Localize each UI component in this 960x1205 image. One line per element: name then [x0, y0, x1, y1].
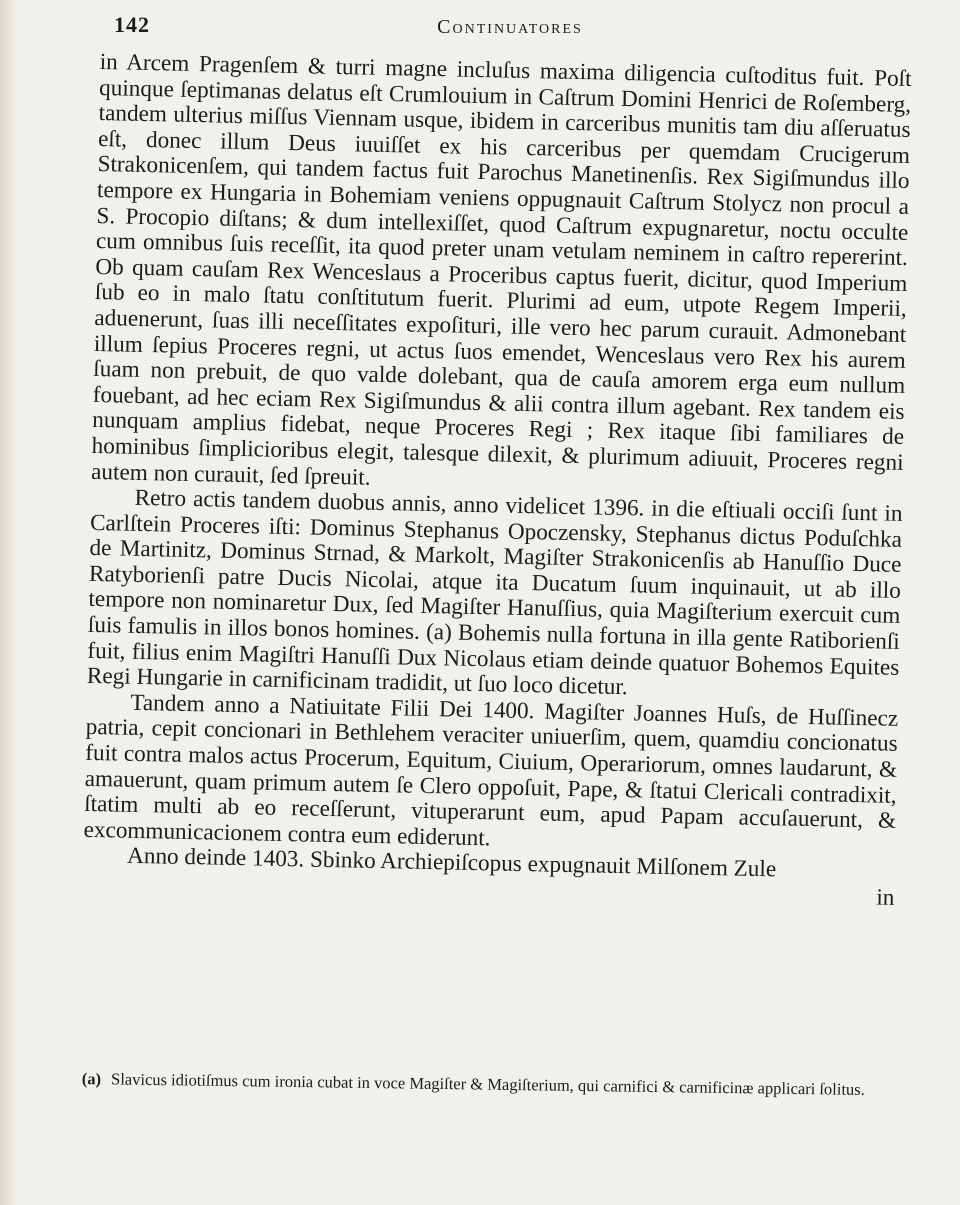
footnote-mark: (a)	[81, 1068, 102, 1089]
main-text	[82, 50, 912, 911]
page-header	[110, 8, 910, 44]
paragraph-4: Anno deinde 1403. Sbinko Archiepiſcopus expugnauit Milſonem Zule	[126, 843, 777, 883]
footnote-text: Slavicus idiotiſmus cum ironia cubat in voce Magiſter & Magiſterium, qui carnifici & carnificinæ applicari ſolitus.	[110, 1069, 865, 1099]
paragraph-3: Tandem anno a Natiuitate Filii Dei 1400. Magiſter Joannes Huſs, de Huſſinecz patria, cepit concionari in Bethlehem veraciter uniuerſim, quem, quamdiu concionatus fuit contra malos actus Procerum, Equitum, Ciuium, Operariorum, omnes laudarunt, & amauerunt, quam primum autem ſe Clero oppoſuit, Pape, & ſtatui Clericali contradixit, ſtatim multi ab eo receſſerunt, vituperarunt eum, apud Papam accuſauerunt, & excommunicacionem contra eum ediderunt.	[83, 689, 899, 852]
running-head: Continuatores	[437, 16, 583, 38]
page-edge-shadow	[0, 0, 18, 1205]
paragraph-1: in Arcem Pragenſem & turri magne incluſus maxima diligencia cuſtoditus fuit. Poſt quinque ſeptimanas delatus eſt Crumlouium in Caſtrum Domini Henrici de Roſemberg, tandem ulterius miſſus Viennam usque, ibidem in carceribus munitis tam diu aſſeruatus eſt, donec illum Deus iuuiſſet ex his carceribus per quemdam Crucigerum Strakonicenſem, qui tandem factus fuit Parochus Manetinenſis. Rex Sigiſmundus illo tempore ex Hungaria in Bohemiam veniens oppugnauit Caſtrum Stolycz non procul a S. Procopio diſtans; & dum intellexiſſet, quod Caſtrum expugnaretur, noctu occulte cum omnibus ſuis receſſit, ita quod preter unam vetulam neminem in caſtro repererint. Ob quam cauſam Rex Wenceslaus a Proceribus captus fuerit, dicitur, quod Imperium ſub eo in malo ſtatu conſtitutum fuerit. Plurimi ad eum, utpote Regem Imperii, aduenerunt, ſuas illi neceſſitates expoſituri, ille vero hec parum curauit. Admonebant illum ſepius Proceres regni, ut actus ſuos emendet, Wenceslaus vero Rex his aurem ſuam non prebuit, de quo valde dolebant, qua de cauſa amorem erga eum nullum fouebant, ad hec eciam Rex Sigiſmundus & alii contra illum agebant. Rex tandem eis nunquam amplius fidebat, neque Proceres Regi ; Rex itaque ſibi familiares de hominibus ſimplicioribus elegit, talesque dilexit, & plurimum adiuuit, Proceres regni autem non curauit, ſed ſpreuit.	[90, 49, 912, 491]
footnote	[82, 1068, 912, 1101]
catchword: in	[876, 884, 895, 911]
paragraph-2: Retro actis tandem duobus annis, anno videlicet 1396. in die eſtiuali occiſi ſunt in Carlſtein Proceres iſti: Dominus Stephanus Opoczensky, Stephanus dictus Poduſchka de Martinitz, Dominus Strnad, & Markolt, Magiſter Strakonicenſis ab Hanuſſio Duce Ratyborienſi patre Ducis Nicolai, atque ita Ducatum ſuum inquinauit, ut ab illo tempore non nominaretur Dux, ſed Magiſter Hanuſſius, quia Magiſterium exercuit cum ſuis famulis in illos bonos homines. (a) Bohemis nulla fortuna in illa gente Ratiborienſi fuit, filius enim Magiſtri Hanuſſi Dux Nicolaus etiam deinde quatuor Bohemos Equites Regi Hungarie in carnificinam tradidit, ut ſuo loco dicetur.	[86, 484, 903, 701]
page-number: 142	[114, 12, 150, 37]
